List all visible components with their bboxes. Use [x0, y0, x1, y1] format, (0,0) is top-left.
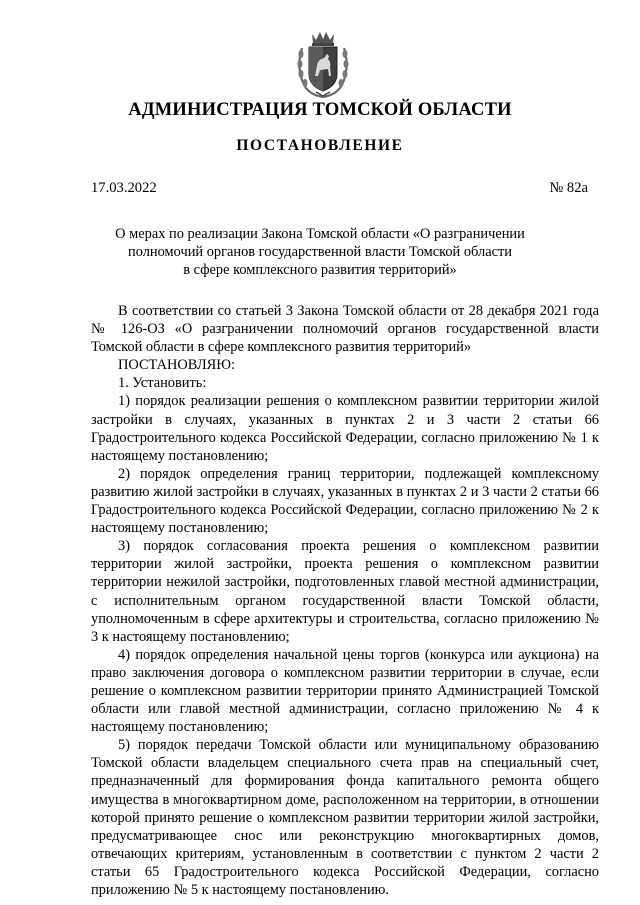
subitem-paragraph: 3) порядок согласования проекта решения о комплексном развитии территории жилой застройки, проекта решения о комплексном развитии территории нежилой застройки, подготовленных главой местной администрации, с исполнительным органом государственной власти Томской области, уполномоченным в сфере архитектуры и строительства, согласно приложению № 3 к настоящему постановлению; — [91, 538, 599, 645]
decree-word: ПОСТАНОВЛЯЮ: — [118, 357, 236, 374]
tomsk-coat-of-arms-icon — [296, 30, 350, 98]
preamble-paragraph: В соответствии со статьей 3 Закона Томской области от 28 декабря 2021 года № 126-ОЗ «О разграничении полномочий органов государственной власти Томской области в сфере комплексного развития территорий» — [91, 303, 599, 356]
document-body — [91, 302, 599, 899]
subitem-paragraph: 2) порядок определения границ территории, подлежащей комплексному развитию жилой застройки в случаях, указанных в пунктах 2 и 3 части 2 статьи 66 Градостроительного кодекса Российской Федерации, согласно приложению № 2 к настоящему постановлению; — [91, 465, 599, 537]
organization-title: АДМИНИСТРАЦИЯ ТОМСКОЙ ОБЛАСТИ — [128, 100, 512, 120]
document-date: 17.03.2022 — [91, 180, 157, 196]
subitem-paragraph: 1) порядок реализации решения о комплексном развитии территории жилой застройки в случаях, указанных в пунктах 2 и 3 части 2 статьи 66 Градостроительного кодекса Российской Федерации, согласно приложению № 1 к настоящему постановлению; — [91, 393, 599, 464]
subject-line: в сфере комплексного развития территорий» — [183, 262, 457, 278]
document-number: № 82а — [549, 180, 588, 196]
subject-line: О мерах по реализации Закона Томской области «О разграничении — [115, 226, 525, 242]
subitem-paragraph: 5) порядок передачи Томской области или муниципальному образованию Томской области владельцем специального счета прав на специальный счет, предназначенный для формирования фонда капитального ремонта общего имущества в многоквартирном доме, расположенном на территории, в отношении которой принято решение о комплексном развитии территории жилой застройки, предусматривающее снос или реконструкцию многоквартирных домов, отвечающих критериям, установленным в соответствии с пунктом 2 части 2 статьи 65 Градостроительного кодекса Российской Федерации, согласно приложению № 5 к настоящему постановлению. — [91, 737, 599, 898]
subitem-paragraph: 4) порядок определения начальной цены торгов (конкурса или аукциона) на право заключения договора о комплексном развитии территории в случае, если решение о комплексном развитии территории принято Администрацией Томской области или главой местной администрации, согласно приложению № 4 к настоящему постановлению; — [91, 646, 599, 736]
document-subject — [0, 225, 640, 279]
item-1-heading: 1. Установить: — [118, 375, 207, 392]
subject-line: полномочий органов государственной власти Томской области — [128, 244, 512, 260]
document-type: ПОСТАНОВЛЕНИЕ — [236, 137, 404, 154]
